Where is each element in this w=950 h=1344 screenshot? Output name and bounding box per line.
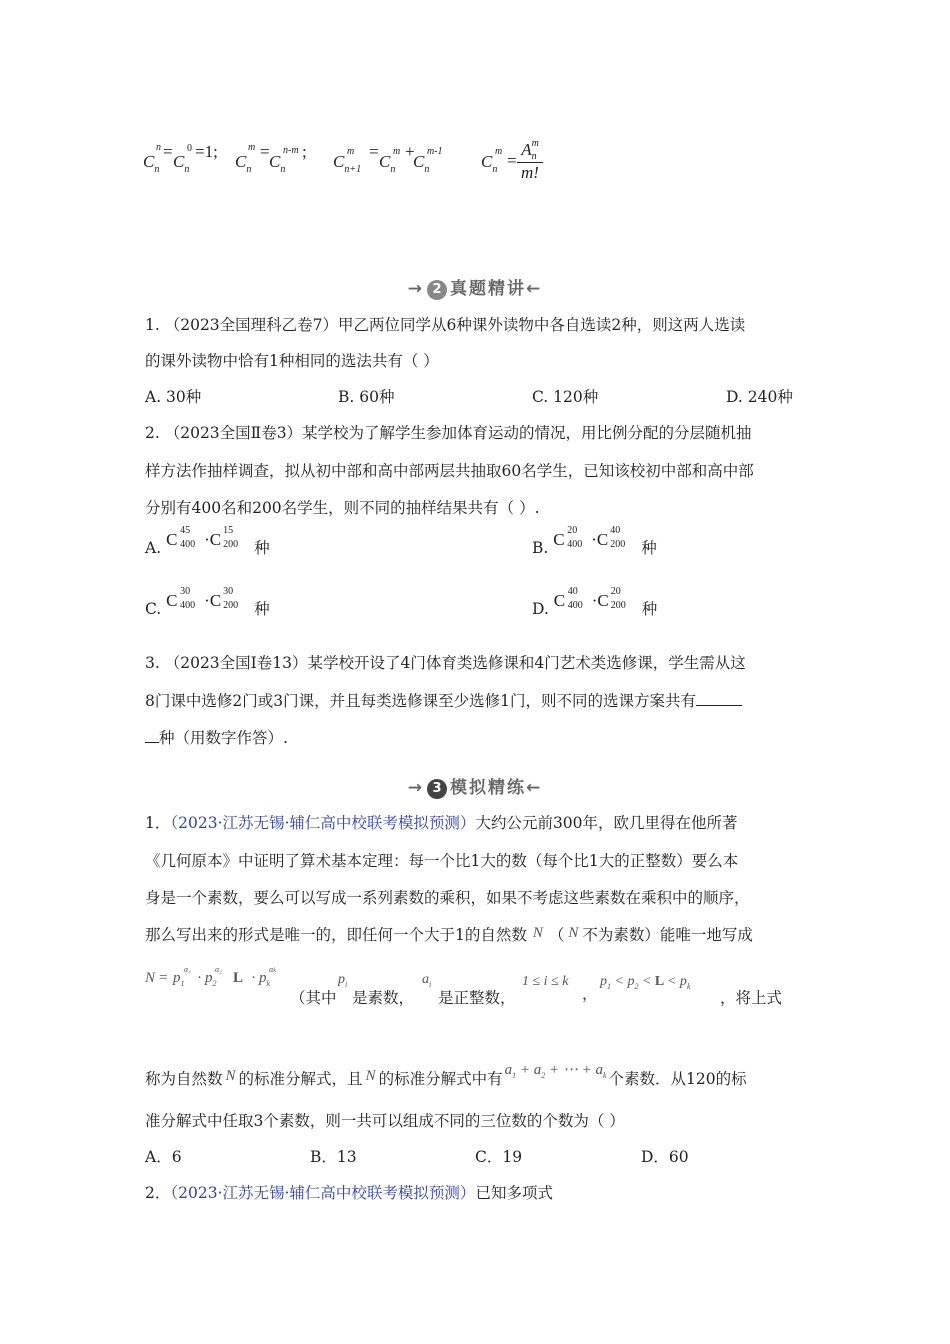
q2-option-b[interactable]: B. C 20 400 ·C 40 200 种 [532, 525, 657, 557]
p1-exponent-sum: $a_1 + a_2$ + ⋯ + $a_k$ [504, 1062, 607, 1080]
formula-2: $C_n$ [235, 152, 252, 175]
p2-line-1: 2．（2023·江苏无锡·辅仁高中校联考模拟预测）已知多项式 [145, 1184, 553, 1202]
q2-option-c[interactable]: C. C 30 400 ·C 30 200 种 [145, 586, 270, 618]
p1-source: （2023·江苏无锡·辅仁高中校联考模拟预测） [170, 814, 476, 832]
p1-option-c[interactable]: C．19 [475, 1148, 523, 1166]
p1-option-a[interactable]: A．6 [145, 1148, 182, 1166]
q2-option-a[interactable]: A. C 45 400 ·C 15 200 种 [145, 525, 270, 557]
p1-option-d[interactable]: D．60 [641, 1148, 689, 1166]
formula-1: $C_n$ [143, 152, 160, 175]
q1-line-2: 的课外读物中恰有1种相同的选法共有（ ） [145, 352, 439, 370]
q2-option-d[interactable]: D. C 40 400 ·C 20 200 种 [532, 586, 658, 618]
formula-4: $C_n$ [481, 152, 498, 175]
q1-line-1: 1. （2023全国理科乙卷7）甲乙两位同学从6种课外读物中各自选读2种，则这两人选读 [145, 316, 746, 334]
q2-line-3: 分别有400名和200名学生，则不同的抽样结果共有（ ）. [145, 499, 540, 517]
q1-option-b[interactable]: B. 60种 [338, 388, 395, 406]
p1-line-3: 身是一个素数，要么可以写成一系列素数的乘积，如果不考虑这些素数在乘积中的顺序， [145, 889, 750, 907]
q3-line-2: 8门课中选修2门或3门课，并且每类选修课至少选修1门，则不同的选课方案共有 [145, 689, 742, 711]
formula-3: $C_{n+1}$ [333, 152, 362, 175]
q2-line-1: 2. （2023全国Ⅱ卷3）某学校为了解学生参加体育运动的情况，用比例分配的分层随机抽 [145, 424, 752, 442]
formula-row: $C_n$ n = $C_n$ 0 =1; $C_n$ m = $C_n$ n-m ; $C_{n+1}$ m = $C_n$ m + $C_n$ m-1 $C_n$ m = $A_n^m$ m! [143, 142, 563, 190]
q1-option-c[interactable]: C. 120种 [532, 388, 599, 406]
q1-option-a[interactable]: A. 30种 [145, 388, 202, 406]
p1-line-7: 准分解式中任取3个素数，则一共可以组成不同的三位数的个数为（ ） [145, 1112, 625, 1130]
q2-line-2: 样方法作抽样调查，拟从初中部和高中部两层共抽取60名学生，已知该校初中部和高中部 [145, 462, 754, 480]
p1-option-b[interactable]: B．13 [310, 1148, 357, 1166]
p1-line-6: 称为自然数 N 的标准分解式，且 N 的标准分解式中有 $a_1 + a_2$ + ⋯ + $a_k$ 个素数．从120的标 [145, 1062, 747, 1088]
q3-line-3: 种（用数字作答）. [145, 726, 288, 748]
p1-line-4: 那么写出来的形式是唯一的，即任何一个大于1的自然数 N （ N 不为素数）能唯一地写成 [145, 925, 753, 944]
p1-factorization-formula: N = $p_1$ α₁ · $p_2$ α₂ L · $p_k$ αk [145, 965, 276, 988]
q3-line-1: 3. （2023全国Ⅰ卷13）某学校开设了4门体育类选修课和4门艺术类选修课，学生需从这 [145, 654, 746, 672]
section-header-2: → 2 真题精讲← [407, 279, 543, 299]
p2-source: （2023·江苏无锡·辅仁高中校联考模拟预测） [170, 1184, 476, 1202]
section-header-3: → 3 模拟精练← [407, 778, 543, 798]
q3-answer-blank[interactable] [696, 691, 742, 706]
p1-line-2: 《几何原本》中证明了算术基本定理：每一个比1大的数（每个比1大的正整数）要么本 [145, 852, 739, 870]
q1-option-d[interactable]: D. 240种 [726, 388, 793, 406]
p1-line-1: 1．（2023·江苏无锡·辅仁高中校联考模拟预测）大约公元前300年，欧几里得在他所著 [145, 814, 738, 832]
p1-line-5: （其中 $p_i$ 是素数， $a_i$ 是正整数， 1 ≤ i ≤ k ， $p_1 < p_2 < L < p_k$ ，将上式 [290, 972, 783, 1007]
